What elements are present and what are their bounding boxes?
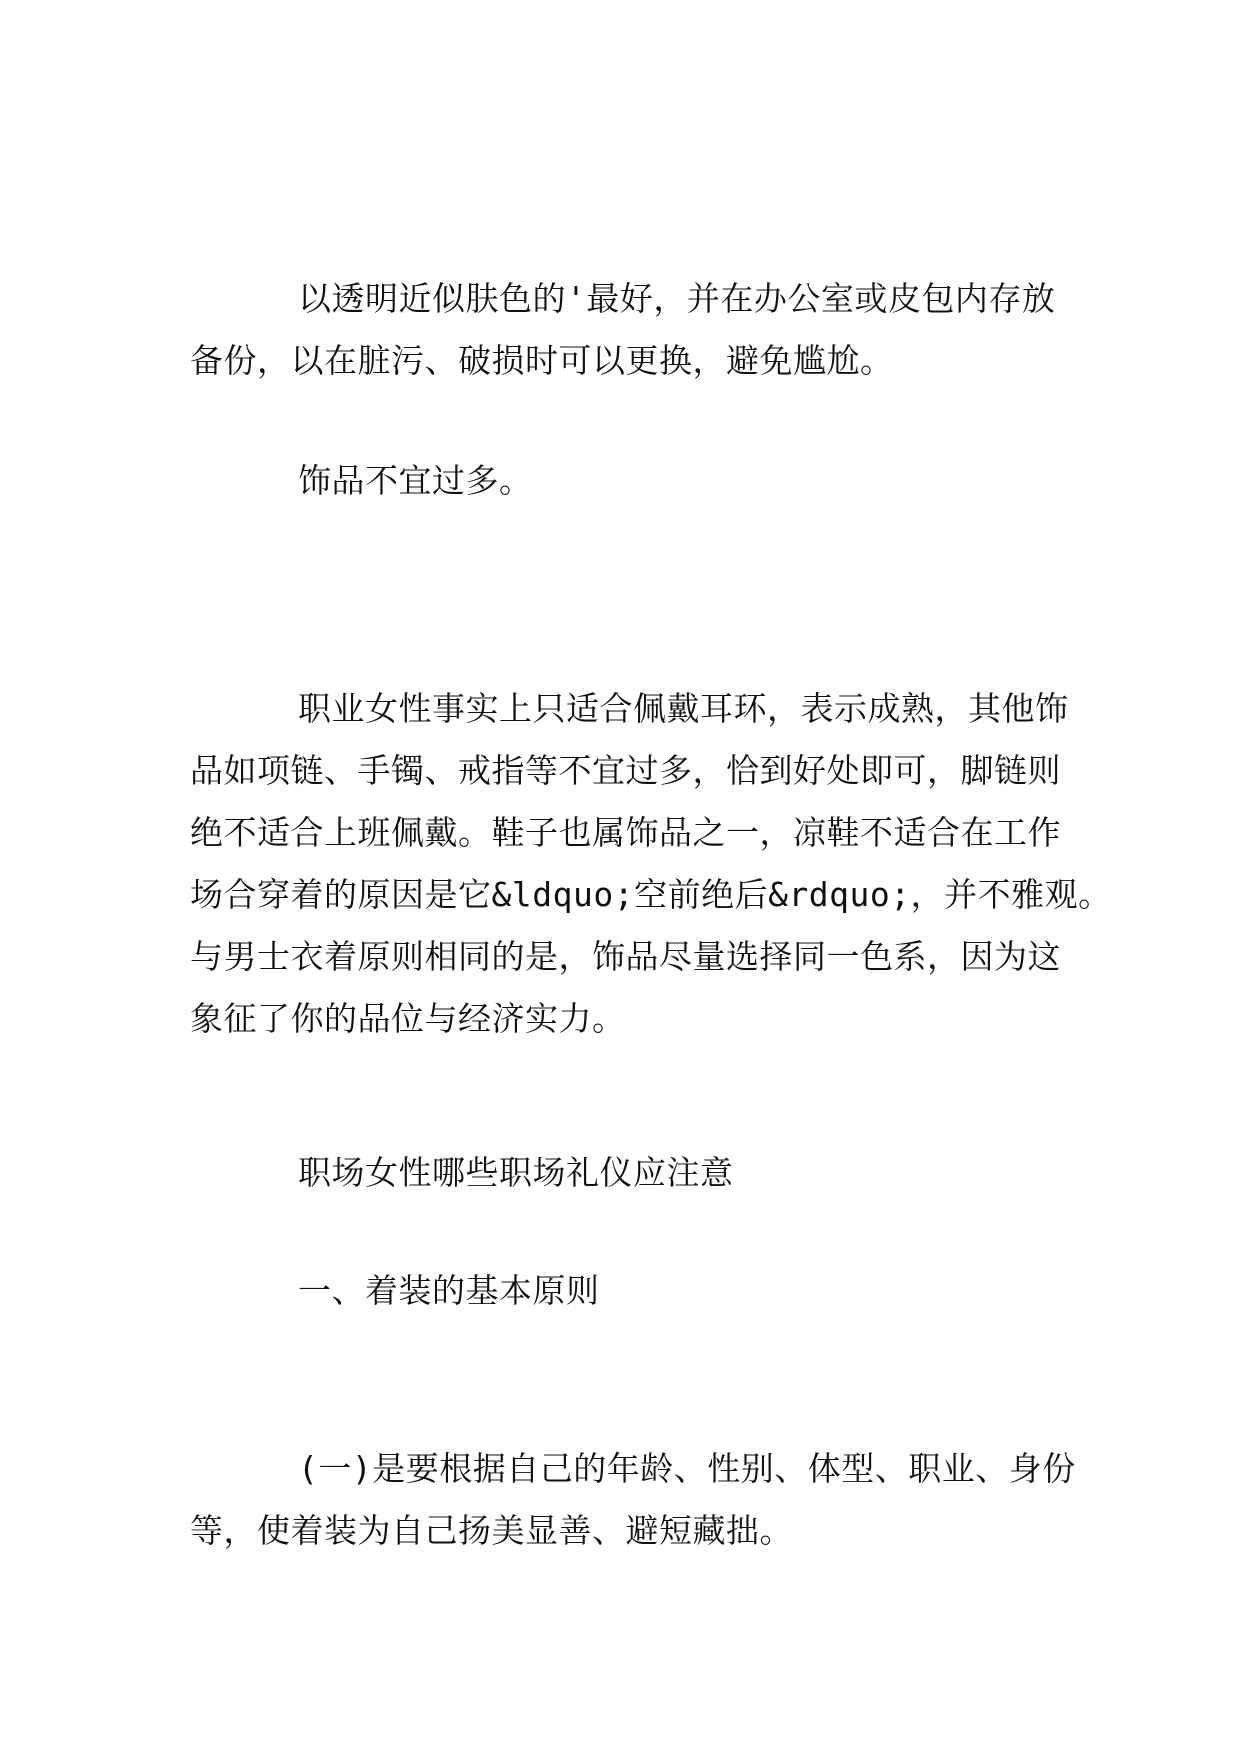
text-line: 场合穿着的原因是它&ldquo;空前绝后&rdquo;，并不雅观。	[190, 875, 1112, 914]
text-line: 一、着装的基本原则	[298, 1271, 600, 1310]
section-title	[190, 1142, 1090, 1204]
paragraph-accessories	[190, 678, 1112, 1050]
paragraph-accessories-heading	[190, 450, 1090, 512]
text-line: 等，使着装为自己扬美显善、避短藏拙。	[190, 1511, 793, 1550]
paragraph-stockings	[190, 268, 1090, 392]
text-line: 饰品不宜过多。	[298, 461, 533, 500]
text-line: 象征了你的品位与经济实力。	[190, 999, 626, 1038]
text-line: (一)是要根据自己的年龄、性别、体型、职业、身份	[298, 1449, 1076, 1488]
text-line: 与男士衣着原则相同的是，饰品尽量选择同一色系，因为这	[190, 937, 1061, 976]
text-line: 职业女性事实上只适合佩戴耳环，表示成熟，其他饰	[298, 689, 1069, 728]
text-line: 以透明近似肤色的'最好，并在办公室或皮包内存放	[298, 279, 1056, 318]
text-line: 备份，以在脏污、破损时可以更换，避免尴尬。	[190, 341, 894, 380]
subsection-title	[190, 1260, 1090, 1322]
text-line: 职场女性哪些职场礼仪应注意	[298, 1153, 734, 1192]
paragraph-principle-one	[190, 1438, 1090, 1562]
text-line: 绝不适合上班佩戴。鞋子也属饰品之一，凉鞋不适合在工作	[190, 813, 1061, 852]
text-line: 品如项链、手镯、戒指等不宜过多，恰到好处即可，脚链则	[190, 751, 1061, 790]
